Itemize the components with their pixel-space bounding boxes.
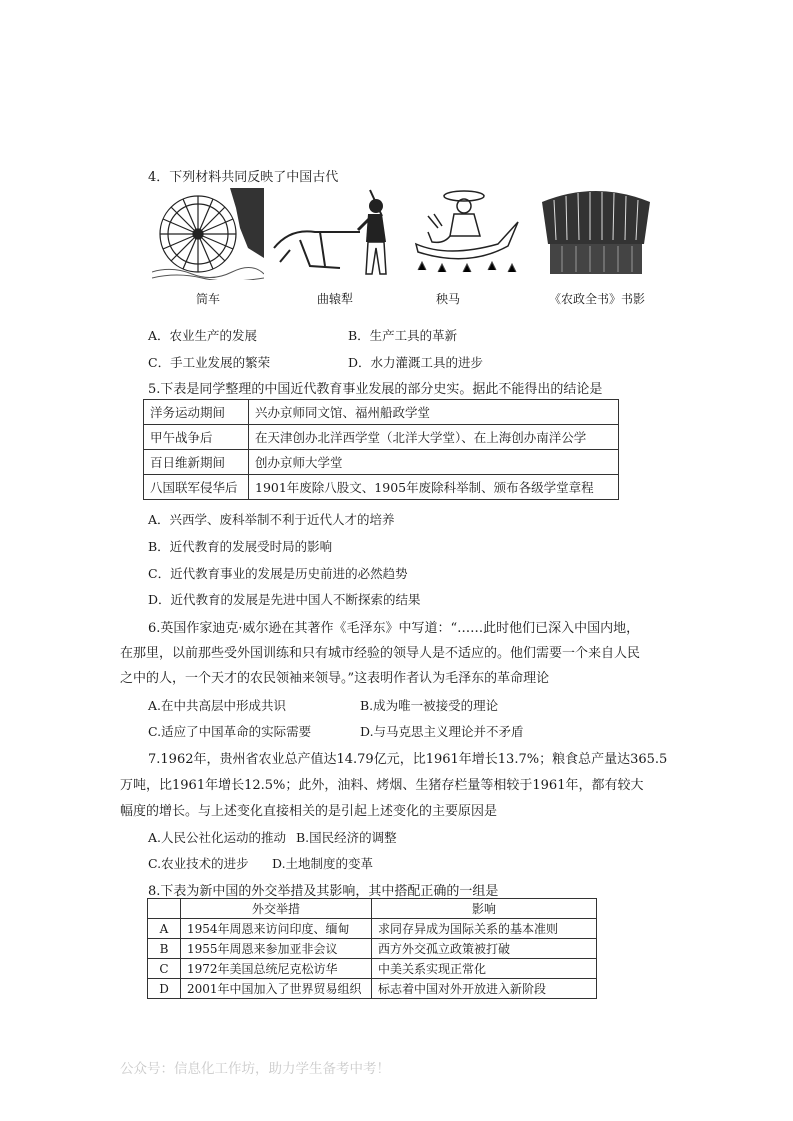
q4-caption-4: 《农政全书》书影 (548, 292, 645, 306)
watermark-text: 公众号：信息化工作坊，助力学生备考中考！ (120, 1061, 390, 1077)
q5-period-cell: 百日维新期间 (144, 450, 249, 475)
q5-period-cell: 甲午战争后 (144, 425, 249, 450)
q6-option-a[interactable]: A.在中共高层中形成共识 (148, 698, 287, 713)
q5-option-a[interactable]: A．兴西学、废科举制不利于近代人才的培养 (148, 512, 395, 527)
table-row (148, 919, 597, 939)
q7-option-d[interactable]: D.土地制度的变革 (272, 856, 374, 871)
q7-option-a[interactable]: A.人民公社化运动的推动 (148, 830, 287, 845)
q8-impact-cell: 标志着中国对外开放进入新阶段 (372, 979, 597, 999)
q5-option-c[interactable]: C．近代教育事业的发展是历史前进的必然趋势 (148, 566, 408, 581)
q5-period-cell: 洋务运动期间 (144, 400, 249, 425)
waterwheel-image (152, 188, 264, 280)
q6-option-b[interactable]: B.成为唯一被接受的理论 (360, 698, 499, 713)
q8-row-label: B (148, 939, 181, 959)
q4-caption-2: 曲辕犁 (316, 292, 353, 306)
table-row (144, 450, 619, 475)
q8-measure-cell: 1954年周恩来访问印度、缅甸 (181, 919, 372, 939)
q4-caption-1: 筒车 (195, 292, 220, 306)
q4-option-a[interactable]: A．农业生产的发展 (148, 328, 258, 343)
table-header-row (148, 899, 597, 919)
q8-measure-cell: 2001年中国加入了世界贸易组织 (181, 979, 372, 999)
q8-header-impact: 影响 (372, 899, 597, 919)
q6-line-2: 在那里，以前那些受外国训练和只有城市经验的领导人是不适应的。他们需要一个来自人民 (120, 646, 641, 661)
q8-row-label: A (148, 919, 181, 939)
q7-line-2: 万吨，比1961年增长12.5%；此外，油料、烤烟、生猪存栏量等相较于1961年，都有较大 (120, 778, 644, 793)
q8-impact-cell: 求同存异成为国际关系的基本准则 (372, 919, 597, 939)
rice-seedling-horse-image (408, 186, 528, 278)
q6-option-c[interactable]: C.适应了中国革命的实际需要 (148, 724, 312, 739)
q8-header-blank (148, 899, 181, 919)
q7-option-c[interactable]: C.农业技术的进步 (148, 856, 249, 871)
q7-line-1: 7.1962年，贵州省农业总产值达14.79亿元，比1961年增长13.7%；粮食总产量达365.5 (148, 752, 668, 767)
q5-fact-cell: 创办京师大学堂 (249, 450, 619, 475)
q6-line-1: 6.英国作家迪克·威尔逊在其著作《毛泽东》中写道：“……此时他们已深入中国内地， (148, 621, 640, 636)
q8-header-measure: 外交举措 (181, 899, 372, 919)
book-scroll-image (540, 186, 652, 276)
q5-stem: 5.下表是同学整理的中国近代教育事业发展的部分史实。据此不能得出的结论是 (148, 382, 603, 397)
q4-caption-3: 秧马 (435, 292, 460, 306)
q5-fact-cell: 兴办京师同文馆、福州船政学堂 (249, 400, 619, 425)
q6-option-d[interactable]: D.与马克思主义理论并不矛盾 (360, 724, 524, 739)
plough-image (270, 188, 400, 280)
q8-row-label: D (148, 979, 181, 999)
q4-stem: 4．下列材料共同反映了中国古代 (148, 170, 339, 185)
q4-option-c[interactable]: C．手工业发展的繁荣 (148, 355, 271, 370)
q5-fact-cell: 在天津创办北洋西学堂（北洋大学堂）、在上海创办南洋公学 (249, 425, 619, 450)
q8-impact-cell: 中美关系实现正常化 (372, 959, 597, 979)
table-row (144, 400, 619, 425)
q5-period-cell: 八国联军侵华后 (144, 475, 249, 500)
q4-option-b[interactable]: B．生产工具的革新 (348, 328, 458, 343)
q6-line-3: 之中的人，一个天才的农民领袖来领导。”这表明作者认为毛泽东的革命理论 (120, 671, 550, 686)
table-row (144, 425, 619, 450)
q8-measure-cell: 1972年美国总统尼克松访华 (181, 959, 372, 979)
q7-option-b[interactable]: B.国民经济的调整 (296, 830, 397, 845)
q8-stem: 8.下表为新中国的外交举措及其影响，其中搭配正确的一组是 (148, 884, 499, 899)
table-row (148, 959, 597, 979)
q4-option-d[interactable]: D．水力灌溉工具的进步 (348, 355, 484, 370)
table-row (148, 939, 597, 959)
q8-measure-cell: 1955年周恩来参加亚非会议 (181, 939, 372, 959)
table-row (144, 475, 619, 500)
q5-option-b[interactable]: B．近代教育的发展受时局的影响 (148, 539, 333, 554)
q8-impact-cell: 西方外交孤立政策被打破 (372, 939, 597, 959)
q5-table (143, 399, 619, 500)
q5-fact-cell: 1901年废除八股文、1905年废除科举制、颁布各级学堂章程 (249, 475, 619, 500)
q8-table (147, 898, 597, 999)
q8-row-label: C (148, 959, 181, 979)
q5-option-d[interactable]: D．近代教育的发展是先进中国人不断探索的结果 (148, 592, 421, 607)
q7-line-3: 幅度的增长。与上述变化直接相关的是引起上述变化的主要原因是 (120, 804, 498, 819)
table-row (148, 979, 597, 999)
